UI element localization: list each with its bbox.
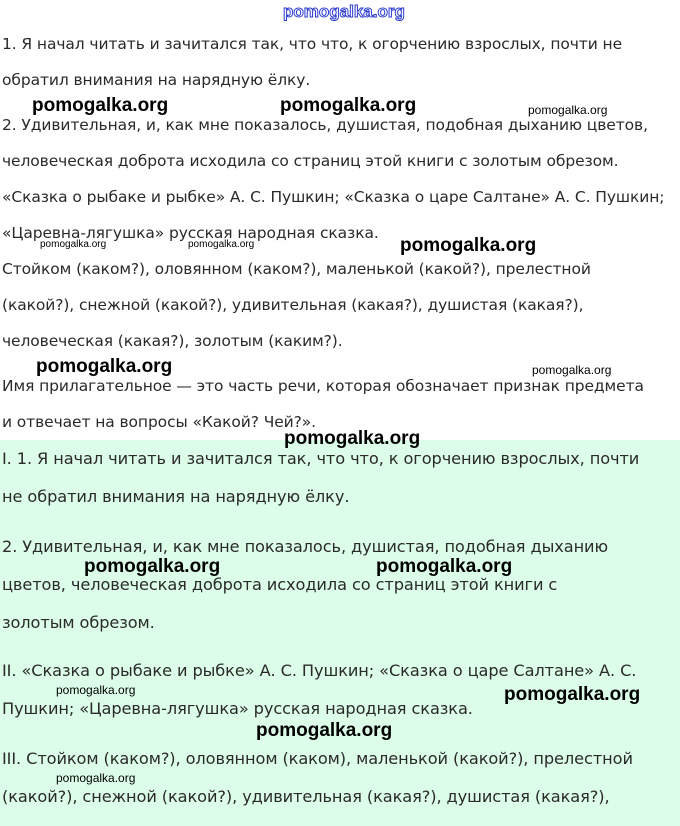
watermark: pomogalka.org [256, 720, 393, 741]
answer-line: золотым обрезом. [2, 613, 155, 632]
answer-line: 2. Удивительная, и, как мне показалось, душистая, подобная дыханию [2, 537, 608, 556]
text-line: Имя прилагательное — это часть речи, которая обозначает признак предмета [2, 377, 644, 395]
header-watermark: pomogalka.org [283, 2, 405, 21]
answer-line: Пушкин; «Царевна-лягушка» русская народная сказка. [2, 699, 473, 718]
watermark: pomogalka.org [56, 683, 136, 697]
answer-line: (какой?), снежной (какой?), удивительная (какая?), душистая (какая?), [2, 787, 610, 806]
watermark: pomogalka.org [84, 556, 221, 577]
text-line: «Сказка о рыбаке и рыбке» А. С. Пушкин; «Сказка о царе Салтане» А. С. Пушкин; [2, 188, 665, 206]
watermark: pomogalka.org [280, 95, 417, 116]
text-line: (какой?), снежной (какой?), удивительная (какая?), душистая (какая?), [2, 296, 584, 314]
watermark: pomogalka.org [504, 684, 641, 705]
watermark: pomogalka.org [284, 428, 421, 449]
watermark: pomogalka.org [532, 363, 612, 377]
answer-line: I. 1. Я начал читать и зачитался так, что что, к огорчению взрослых, почти [2, 449, 640, 468]
text-line: 2. Удивительная, и, как мне показалось, душистая, подобная дыханию цветов, [2, 116, 648, 134]
watermark: pomogalka.org [56, 771, 136, 785]
text-line: обратил внимания на нарядную ёлку. [2, 71, 311, 89]
answer-line: цветов, человеческая доброта исходила со страниц этой книги с [2, 575, 558, 594]
text-line: «Царевна-лягушка» русская народная сказка. [2, 224, 379, 242]
watermark: pomogalka.org [376, 556, 513, 577]
text-line: 1. Я начал читать и зачитался так, что что, к огорчению взрослых, почти не [2, 35, 623, 53]
watermark: pomogalka.org [40, 239, 107, 250]
watermark: pomogalka.org [32, 95, 169, 116]
answer-line: не обратил внимания на нарядную ёлку. [2, 487, 350, 506]
watermark: pomogalka.org [400, 235, 537, 256]
text-line: человеческая (какая?), золотым (каким?). [2, 332, 343, 350]
text-line: и отвечает на вопросы «Какой? Чей?». [2, 413, 316, 431]
text-line: человеческая доброта исходила со страниц этой книги с золотым обрезом. [2, 152, 619, 170]
answer-line: III. Стойком (каком?), оловянном (каком), маленькой (какой?), прелестной [2, 749, 633, 768]
watermark: pomogalka.org [36, 356, 173, 377]
text-line: Стойком (каком?), оловянном (каком?), маленькой (какой?), прелестной [2, 260, 591, 278]
watermark: pomogalka.org [528, 103, 608, 117]
watermark: pomogalka.org [188, 239, 255, 250]
answer-line: II. «Сказка о рыбаке и рыбке» А. С. Пушкин; «Сказка о царе Салтане» А. С. [2, 661, 637, 680]
